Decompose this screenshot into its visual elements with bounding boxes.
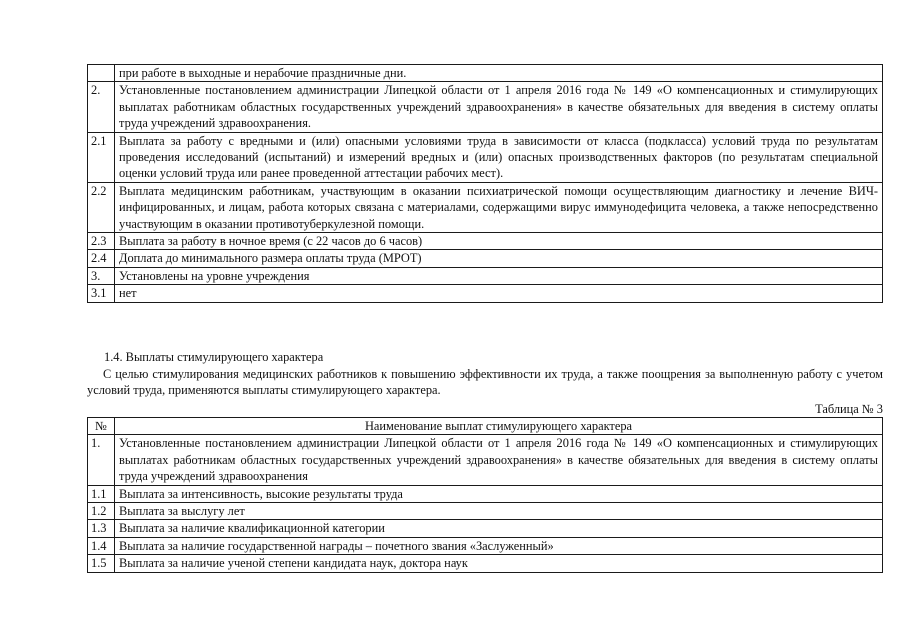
section-paragraph: С целью стимулирования медицинских работников к повышению эффективности их труда, а также поощрения за выполненную работу с учетом условий труда, применяются выплаты стимулирующего характера. <box>87 367 883 398</box>
row-number: 2. <box>88 82 115 132</box>
row-number: 3.1 <box>88 285 115 302</box>
row-number: 1.5 <box>88 555 115 572</box>
row-text: Установлены на уровне учреждения <box>115 267 883 284</box>
table-row <box>88 233 883 250</box>
table-row <box>88 485 883 502</box>
row-number: 1.4 <box>88 537 115 554</box>
row-number: 2.2 <box>88 182 115 232</box>
row-text: Доплата до минимального размера оплаты труда (МРОТ) <box>115 250 883 267</box>
table-row <box>88 537 883 554</box>
row-text: Выплата за выслугу лет <box>115 503 883 520</box>
row-number: 2.4 <box>88 250 115 267</box>
compensation-payments-table <box>87 64 883 303</box>
incentive-payments-table <box>87 417 883 573</box>
table-row <box>88 65 883 82</box>
row-number: 1. <box>88 435 115 485</box>
row-text: Выплата за интенсивность, высокие результаты труда <box>115 485 883 502</box>
table-row <box>88 435 883 485</box>
table-row <box>88 520 883 537</box>
table-header-row <box>88 418 883 435</box>
row-text: Выплата медицинским работникам, участвующим в оказании психиатрической помощи осуществляющим диагностику и лечение ВИЧ-инфицированных, и лицам, работа которых связана с материалами, содержащими вирус иммунодефицита человека, а также непосредственно участвующим в оказании противотуберкулезной помощи. <box>115 182 883 232</box>
table-row <box>88 503 883 520</box>
header-name: Наименование выплат стимулирующего характера <box>115 418 883 435</box>
row-text: Выплата за наличие квалификационной категории <box>115 520 883 537</box>
row-text: Выплата за наличие государственной награды – почетного звания «Заслуженный» <box>115 537 883 554</box>
row-number <box>88 65 115 82</box>
table-row <box>88 182 883 232</box>
section-title: 1.4. Выплаты стимулирующего характера <box>104 350 324 364</box>
row-number: 1.2 <box>88 503 115 520</box>
row-number: 1.3 <box>88 520 115 537</box>
row-text: при работе в выходные и нерабочие праздничные дни. <box>115 65 883 82</box>
row-number: 2.3 <box>88 233 115 250</box>
row-text: нет <box>115 285 883 302</box>
row-text: Установленные постановлением администрации Липецкой области от 1 апреля 2016 года № 149 «О компенсационных и стимулирующих выплатах работникам областных государственных учреждений здравоохранения» в качестве обязательных для введения в систему оплаты труда учреждений здравоохранения. <box>115 82 883 132</box>
row-number: 1.1 <box>88 485 115 502</box>
table-row <box>88 555 883 572</box>
header-number: № <box>88 418 115 435</box>
row-text: Выплата за наличие ученой степени кандидата наук, доктора наук <box>115 555 883 572</box>
row-text: Выплата за работу в ночное время (с 22 часов до 6 часов) <box>115 233 883 250</box>
table-row <box>88 250 883 267</box>
table-row <box>88 285 883 302</box>
table-caption: Таблица № 3 <box>815 402 883 416</box>
row-number: 3. <box>88 267 115 284</box>
row-text: Выплата за работу с вредными и (или) опасными условиями труда в зависимости от класса (подкласса) условий труда по результатам проведения исследований (испытаний) и измерений вредных и (или) опасных производственных факторов (по результатам специальной оценки условий труда или ранее проведенной аттестации рабочих мест). <box>115 132 883 182</box>
row-text: Установленные постановлением администрации Липецкой области от 1 апреля 2016 года № 149 «О компенсационных и стимулирующих выплатах работникам областных государственных учреждений здравоохранения» в качестве обязательных для введения в систему оплаты труда учреждений здравоохранения <box>115 435 883 485</box>
row-number: 2.1 <box>88 132 115 182</box>
table-row <box>88 267 883 284</box>
table-row <box>88 132 883 182</box>
table-row <box>88 82 883 132</box>
